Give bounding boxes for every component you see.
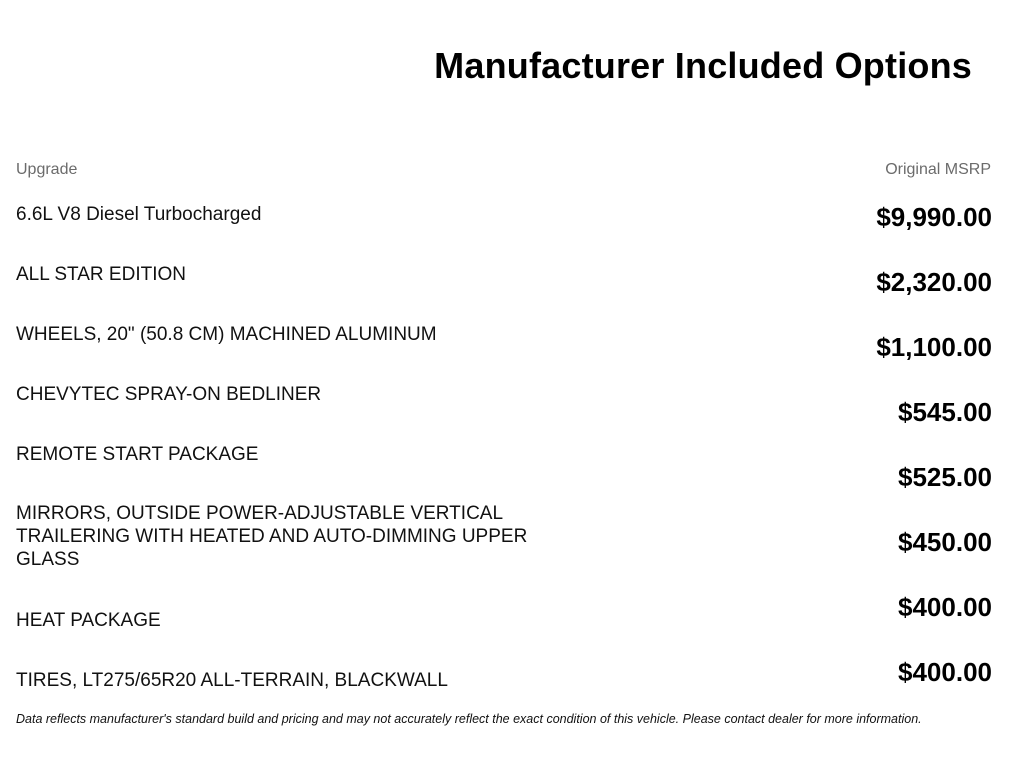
option-price: $1,100.00 [876, 332, 992, 362]
option-name: CHEVYTEC SPRAY-ON BEDLINER [16, 384, 322, 405]
column-header-msrp: Original MSRP [885, 161, 991, 178]
option-name: MIRRORS, OUTSIDE POWER-ADJUSTABLE VERTICAL TRAILERING WITH HEATED AND AUTO-DIMMING UPPER GLASS [16, 503, 528, 570]
option-name: WHEELS, 20" (50.8 CM) MACHINED ALUMINUM [16, 324, 437, 345]
column-header-upgrade: Upgrade [16, 161, 78, 178]
option-name: REMOTE START PACKAGE [16, 444, 259, 465]
option-price: $545.00 [898, 397, 992, 427]
option-price: $9,990.00 [876, 202, 992, 232]
option-price: $400.00 [898, 657, 992, 687]
disclaimer-text: Data reflects manufacturer's standard build and pricing and may not accurately reflect the exact condition of this vehicle. Please contact dealer for more information. [16, 712, 922, 726]
option-name: TIRES, LT275/65R20 ALL-TERRAIN, BLACKWALL [16, 670, 448, 691]
page-title: Manufacturer Included Options [434, 45, 972, 86]
option-price: $400.00 [898, 592, 992, 622]
option-name: HEAT PACKAGE [16, 610, 161, 631]
option-name: ALL STAR EDITION [16, 264, 186, 285]
option-price: $450.00 [898, 527, 992, 557]
option-name: 6.6L V8 Diesel Turbocharged [16, 204, 262, 225]
option-price: $525.00 [898, 462, 992, 492]
option-price: $2,320.00 [876, 267, 992, 297]
